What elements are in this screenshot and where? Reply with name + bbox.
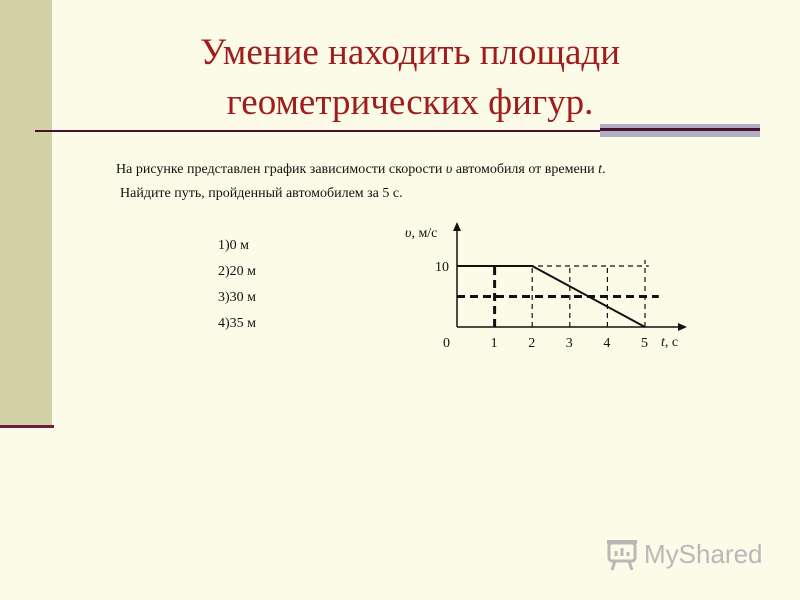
x-tick-1: 1 [490, 336, 498, 351]
tick-labels [435, 260, 648, 351]
logo-text: MyShared [644, 538, 763, 569]
y-axis-symbol: υ [405, 226, 412, 241]
option-3[interactable]: 3)30 м [218, 290, 257, 305]
title-line-2: геометрических фигур. [226, 82, 594, 123]
problem-text-a: На рисунке представлен график зависимости скорости [116, 162, 446, 177]
option-4[interactable]: 4)35 м [218, 316, 257, 331]
guide-lines [457, 260, 659, 327]
x-tick-5: 5 [641, 336, 648, 351]
velocity-symbol: υ [445, 162, 453, 177]
y-tick-10: 10 [435, 260, 449, 275]
problem-text-b: автомобиля от времени [452, 162, 599, 177]
sidebar-underline [0, 425, 54, 428]
x-axis-unit: , с [664, 335, 679, 350]
y-axis-unit: , м/с [411, 226, 438, 241]
option-1[interactable]: 1)0 м [218, 238, 250, 253]
x-tick-4: 4 [603, 336, 611, 351]
slide-title [110, 28, 710, 128]
problem-line-2: Найдите путь, пройденный автомобилем за 5 с. [120, 186, 403, 201]
problem-line-1 [116, 162, 606, 178]
title-rule [35, 130, 600, 132]
option-2[interactable]: 2)20 м [218, 264, 257, 279]
x-tick-0: 0 [443, 336, 450, 351]
presentation-board-icon [606, 537, 638, 571]
x-tick-3: 3 [565, 336, 573, 351]
x-axis-arrow [678, 323, 687, 331]
x-axis-label [661, 335, 678, 350]
x-axis-symbol: t [661, 335, 665, 350]
problem-text-c: . [602, 162, 606, 177]
y-axis-arrow [453, 222, 461, 231]
velocity-time-chart [395, 215, 695, 360]
answer-options [218, 233, 256, 337]
time-symbol: t [598, 162, 603, 177]
x-tick-2: 2 [528, 336, 536, 351]
title-accent-line [600, 128, 760, 131]
sidebar-decoration [0, 0, 52, 426]
y-axis-label [405, 226, 437, 241]
myshared-logo [606, 536, 763, 572]
title-line-1: Умение находить площади [199, 32, 621, 73]
